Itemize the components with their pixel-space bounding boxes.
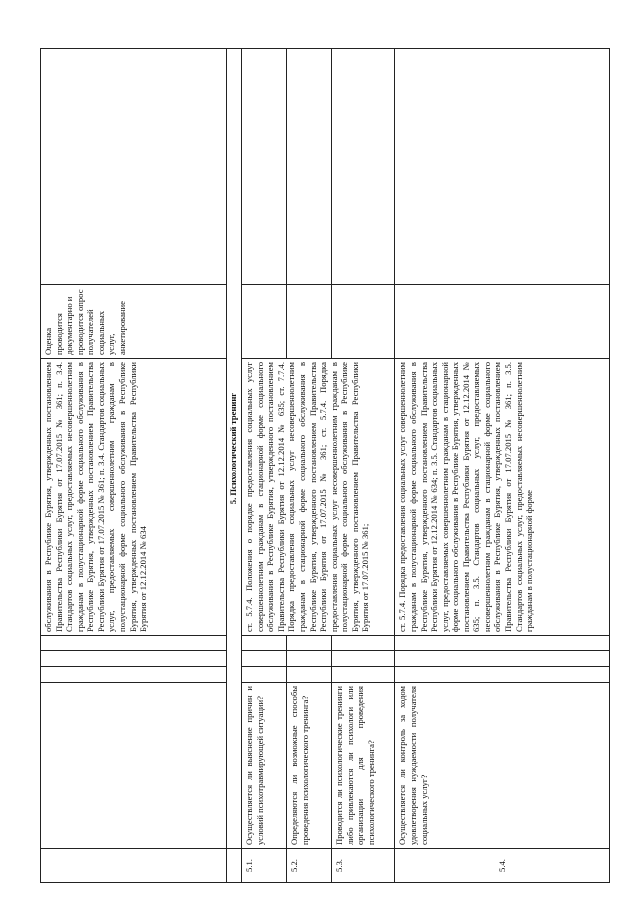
cell-no	[287, 651, 332, 667]
table-row	[395, 49, 610, 883]
cell-na	[41, 636, 227, 651]
cell-note	[242, 49, 287, 285]
cell-no	[242, 651, 287, 667]
cell-legal-refs: обслуживания в Республике Бурятия, утвержденных постановлением Правительства Республики Бурятия от 17.07.2015 № 361; п. 3.4. Стандартов социальных услуг, предоставляемых несовершеннолетним гражданам в полустационарной форме социального обслуживания в Республике Бурятия, утвержденных постановлением Правительства Республики Бурятия от 17.07.2015 № 361; п. 3.4. Стандартов социальных услуг, предоставляемых совершеннолетним гражданам в полустационарной форме социального обслуживания в Республике Бурятия, утвержденных постановлением Правительства Республики Бурятия от 12.12.2014 № 634	[41, 359, 227, 636]
row-number: 5.2.	[287, 849, 332, 883]
cell-yes	[395, 667, 610, 683]
cell-note	[332, 49, 395, 285]
cell-na	[242, 636, 287, 651]
row-question: Проводится ли психологические тренинги либо привлекаются ли психологи или организации для проведения психологического тренинга?	[332, 683, 395, 849]
cell-yes	[332, 667, 395, 683]
cell-method: Оценка проводится документарно и проводится опрос получателей социальных услуг, анкетирование	[41, 285, 227, 359]
cell-method	[242, 285, 287, 359]
table-row-continuation	[41, 49, 227, 883]
row-question: Осуществляется ли контроль за ходом удовлетворения нуждаемости получателя социальных услуг?	[395, 683, 610, 849]
section-title: 5. Психологический тренинг	[226, 49, 241, 849]
cell-na	[332, 636, 395, 651]
section-num-cell	[226, 849, 241, 883]
row-number: 5.1.	[242, 849, 287, 883]
cell-note	[287, 49, 332, 285]
row-number: 5.4.	[395, 849, 610, 883]
cell-no	[395, 651, 610, 667]
row-question: Определяются ли возможные способы проведения психологического тренинга?	[287, 683, 332, 849]
table-row	[242, 49, 287, 883]
row-number: 5.3.	[332, 849, 395, 883]
checklist-table	[40, 48, 610, 883]
row-legal-refs: ст. 5.7.4. Положения о порядке предоставления социальных услуг совершеннолетним гражданам в стационарной форме социального обслуживания в Республике Бурятия, утвержденного постановлением Правительства Республики Бурятия от 12.12.2014 № 635; ст. 7.7.4. Порядка предоставления социальных услуг несовершеннолетним гражданам в стационарной форме социального обслуживания в Республике Бурятия, утвержденного постановлением Правительства Республики Бурятия от 17.07.2015 № 361; ст. 5.7.4. Порядка предоставления социальных услуг несовершеннолетним гражданам в полустационарной форме социального обслуживания в Республике Бурятия, утвержденного постановлением Правительства Республики Бурятия от 17.07.2015 № 361;	[242, 359, 395, 636]
cell-no	[332, 651, 395, 667]
rotated-page	[40, 48, 610, 883]
section-row	[226, 49, 241, 883]
cell-note	[395, 49, 610, 285]
cell-question	[41, 683, 227, 849]
cell-method	[395, 285, 610, 359]
cell-yes	[41, 667, 227, 683]
cell-na	[395, 636, 610, 651]
cell-na	[287, 636, 332, 651]
cell-method	[332, 285, 395, 359]
cell-yes	[287, 667, 332, 683]
cell-note	[41, 49, 227, 285]
row-legal-refs: ст. 5.7.4. Порядка предоставления социальных услуг совершеннолетним гражданам в полустационарной форме социального обслуживания в Республике Бурятия, утвержденного постановлением Правительства Республики Бурятия от 12.12.2014 № 634; п. 3.5. Стандартов социальных услуг, предоставляемых совершеннолетним гражданам в стационарной форме социального обслуживания в Республике Бурятия, утвержденных постановлением Правительства Республики Бурятия от 12.12.2014 № 635; п. 3.5. Стандартов социальных услуг, предоставляемых несовершеннолетним гражданам в стационарной форме социального обслуживания в Республике Бурятия, утвержденных постановлением Правительства Республики Бурятия от 17.07.2015 № 361; п. 3.5. Стандартов социальных услуг, предоставляемых несовершеннолетним гражданам в полустационарной форме	[395, 359, 610, 636]
row-question: Осуществляется ли выяснение причин и условий психотравмирующей ситуации?	[242, 683, 287, 849]
cell-no	[41, 651, 227, 667]
cell-num	[41, 849, 227, 883]
cell-yes	[242, 667, 287, 683]
cell-method	[287, 285, 332, 359]
